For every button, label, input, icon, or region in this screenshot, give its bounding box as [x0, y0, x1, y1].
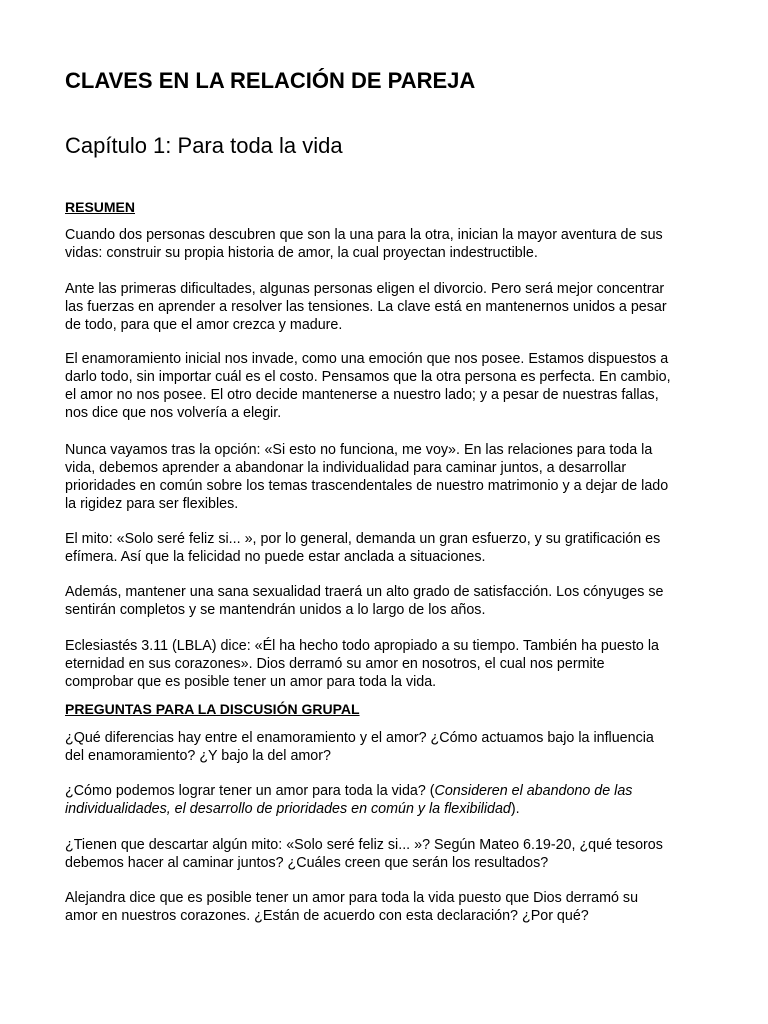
text-line: [65, 782, 705, 800]
text-line: nos dice que nos volvería a elegir.: [65, 405, 282, 421]
text-line: ¿Qué diferencias hay entre el enamoramiento y el amor? ¿Cómo actuamos bajo la influencia: [65, 730, 654, 746]
summary-paragraph: [65, 530, 705, 566]
summary-paragraph: [65, 583, 705, 619]
text-line: vidas: construir su propia historia de amor, la cual proyectan indestructible.: [65, 245, 538, 261]
discussion-question: [65, 729, 705, 765]
text-line: la rigidez para ser flexibles.: [65, 496, 239, 512]
text-line: del enamoramiento? ¿Y bajo la del amor?: [65, 748, 331, 764]
text-line: debemos hacer al caminar juntos? ¿Cuáles creen que serán los resultados?: [65, 855, 549, 871]
text-line: El mito: «Solo seré feliz si... », por lo general, demanda un gran esfuerzo, y su gratificación es: [65, 531, 661, 547]
text-line: comprobar que es posible tener un amor para toda la vida.: [65, 674, 437, 690]
text-line: Cuando dos personas descubren que son la una para la otra, inician la mayor aventura de sus: [65, 227, 663, 243]
text-line: amor en nuestros corazones. ¿Están de acuerdo con esta declaración? ¿Por qué?: [65, 908, 589, 924]
italic-note: Consideren el abandono de las: [434, 783, 633, 799]
text-line: [65, 800, 705, 818]
text-line: ¿Tienen que descartar algún mito: «Solo seré feliz si... »? Según Mateo 6.19-20, ¿qué tesoros: [65, 837, 663, 853]
summary-paragraph: [65, 441, 705, 513]
summary-heading: RESUMEN: [65, 199, 136, 215]
text-line: vida, debemos aprender a abandonar la individualidad para caminar juntos, a desarrollar: [65, 460, 627, 476]
question-text: ).: [510, 801, 520, 817]
italic-note: individualidades, el desarrollo de prioridades en común y la flexibilidad: [65, 801, 511, 817]
text-line: las fuerzas en aprender a resolver las tensiones. La clave está en mantenernos unidos a pesar: [65, 299, 667, 315]
text-line: de todo, para que el amor crezca y madure.: [65, 317, 343, 333]
text-line: Ante las primeras dificultades, algunas personas eligen el divorcio. Pero será mejor concentrar: [65, 281, 665, 297]
question-text: ¿Cómo podemos lograr tener un amor para toda la vida? (: [65, 783, 435, 799]
discussion-question: [65, 782, 705, 818]
summary-paragraph: [65, 226, 705, 262]
text-line: eternidad en sus corazones». Dios derramó su amor en nosotros, el cual nos permite: [65, 656, 605, 672]
text-line: Nunca vayamos tras la opción: «Si esto no funciona, me voy». En las relaciones para toda la: [65, 442, 653, 458]
summary-paragraph: [65, 637, 705, 691]
summary-paragraph: [65, 280, 705, 334]
document-title: CLAVES EN LA RELACIÓN DE PAREJA: [65, 68, 476, 93]
discussion-heading: PREGUNTAS PARA LA DISCUSIÓN GRUPAL: [65, 701, 360, 717]
text-line: darlo todo, sin importar cuál es el costo. Pensamos que la otra persona es perfecta. En cambio,: [65, 369, 671, 385]
text-line: Alejandra dice que es posible tener un amor para toda la vida puesto que Dios derramó su: [65, 890, 639, 906]
discussion-question: [65, 836, 705, 872]
text-line: prioridades en común sobre los temas trascendentales de nuestro matrimonio y a dejar de lado: [65, 478, 669, 494]
text-line: Eclesiastés 3.11 (LBLA) dice: «Él ha hecho todo apropiado a su tiempo. También ha puesto la: [65, 638, 659, 654]
summary-paragraph: [65, 350, 705, 422]
text-line: El enamoramiento inicial nos invade, como una emoción que nos posee. Estamos dispuestos a: [65, 351, 669, 367]
discussion-question: [65, 889, 705, 925]
text-line: Además, mantener una sana sexualidad traerá un alto grado de satisfacción. Los cónyuges se: [65, 584, 664, 600]
text-line: efímera. Así que la felicidad no puede estar anclada a situaciones.: [65, 549, 486, 565]
chapter-title: Capítulo 1: Para toda la vida: [65, 133, 343, 158]
text-line: el amor no nos posee. El otro decide mantenerse a nuestro lado; y a pesar de nuestras fallas,: [65, 387, 659, 403]
text-line: sentirán completos y se mantendrán unidos a lo largo de los años.: [65, 602, 486, 618]
